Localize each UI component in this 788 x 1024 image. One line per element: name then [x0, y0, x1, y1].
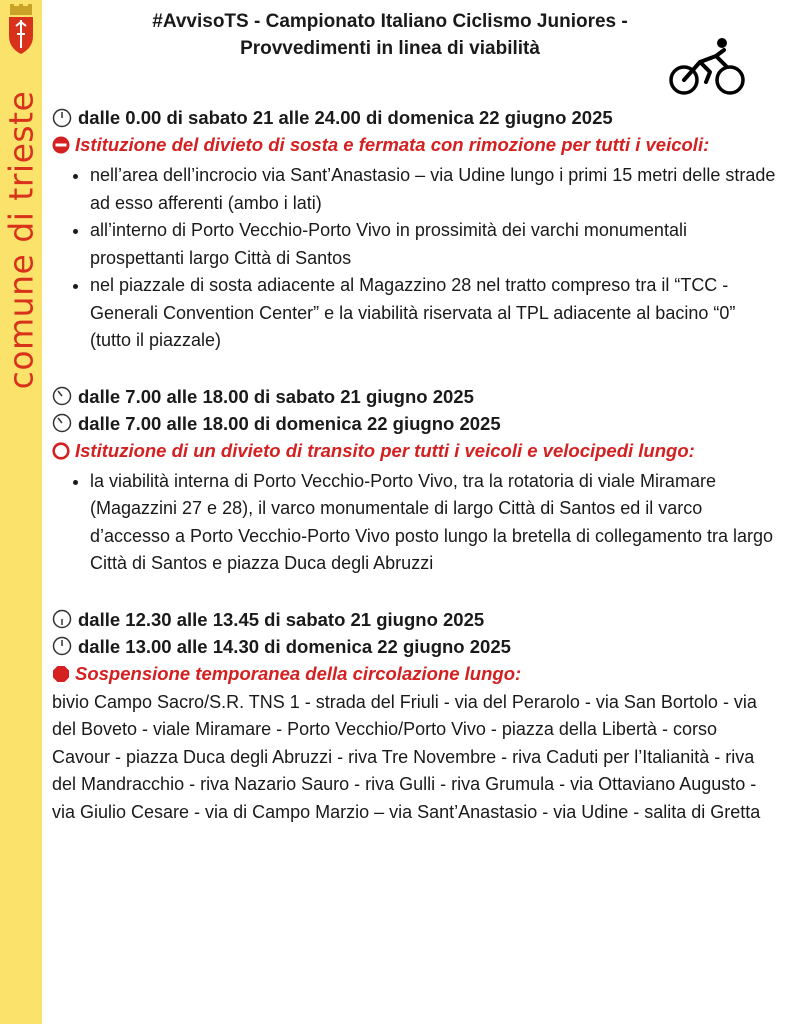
- bullet-list: [52, 162, 778, 355]
- notice-content: [52, 104, 778, 826]
- sidebar-label: comune di trieste: [1, 90, 41, 390]
- section-heading: Sospensione temporanea della circolazione lungo:: [52, 660, 778, 687]
- route-text: bivio Campo Sacro/S.R. TNS 1 - strada del Friuli - via del Perarolo - via San Bortolo - via del Boveto - viale Miramare - Porto Vecchio/Porto Vivo - piazza della Libertà - corso Cavour - piazza Duca degli Abruzzi - riva Tre Novembre - riva Caduti per l’Italianità - riva del Mandracchio - riva Nazario Sauro - riva Gulli - riva Grumula - via Ottaviano Augusto - via Giulio Cesare - via di Campo Marzio – via Sant’Anastasio - via Udine - salita di Gretta: [52, 691, 761, 822]
- time-text: dalle 12.30 alle 13.45 di sabato 21 giugno 2025: [78, 608, 485, 630]
- section-heading: Istituzione di un divieto di transito per tutti i veicoli e velocipedi lungo:: [52, 437, 778, 464]
- list-item: • la viabilità interna di Porto Vecchio-Porto Vivo, tra la rotatoria di viale Miramare (Magazzini 27 e 28), il varco monumentale di largo Città di Santos ed il varco d’accesso a Porto Vecchio-Porto Vivo posto lungo la bretella di collegamento tra largo Città di Santos e piazza Duca degli Abruzzi: [90, 468, 778, 578]
- time-text: dalle 7.00 alle 18.00 di domenica 22 giugno 2025: [78, 412, 501, 434]
- list-item: • nel piazzale di sosta adiacente al Magazzino 28 nel tratto compreso tra il “TCC - Generali Convention Center” e la viabilità riservata al TPL adiacente al bacino “0” (tutto il piazzale): [90, 272, 778, 355]
- sidebar: [0, 0, 42, 1024]
- no-entry-icon: [52, 136, 70, 154]
- clock-icon: [52, 609, 72, 629]
- bullet-list: [52, 468, 778, 578]
- list-item: • all’interno di Porto Vecchio-Porto Vivo in prossimità dei varchi monumentali prospettanti largo Città di Santos: [90, 217, 778, 272]
- clock-icon: [52, 386, 72, 406]
- clock-icon: [52, 636, 72, 656]
- time-range: [52, 104, 778, 131]
- time-range: [52, 633, 778, 660]
- time-text: dalle 7.00 alle 18.00 di sabato 21 giugno 2025: [78, 385, 474, 407]
- clock-icon: [52, 108, 72, 128]
- page-title: #AvvisoTS - Campionato Italiano Ciclismo Juniores - Provvedimenti in linea di viabilità: [152, 11, 628, 59]
- time-range: [52, 383, 778, 410]
- time-range: [52, 606, 778, 633]
- list-item: • nell’area dell’incrocio via Sant’Anastasio – via Udine lungo i primi 15 metri delle strade ad esso afferenti (ambo i lati): [90, 162, 778, 217]
- cyclist-icon: [666, 36, 748, 98]
- prohibited-circle-icon: [52, 442, 70, 460]
- time-text: dalle 0.00 di sabato 21 alle 24.00 di domenica 22 giugno 2025: [78, 107, 613, 128]
- time-text: dalle 13.00 alle 14.30 di domenica 22 giugno 2025: [78, 635, 511, 657]
- time-range: [52, 410, 778, 437]
- clock-icon: [52, 413, 72, 433]
- section-heading: Istituzione del divieto di sosta e fermata con rimozione per tutti i veicoli:: [52, 131, 778, 158]
- trieste-crest-icon: [7, 4, 35, 56]
- stop-sign-icon: [52, 665, 70, 683]
